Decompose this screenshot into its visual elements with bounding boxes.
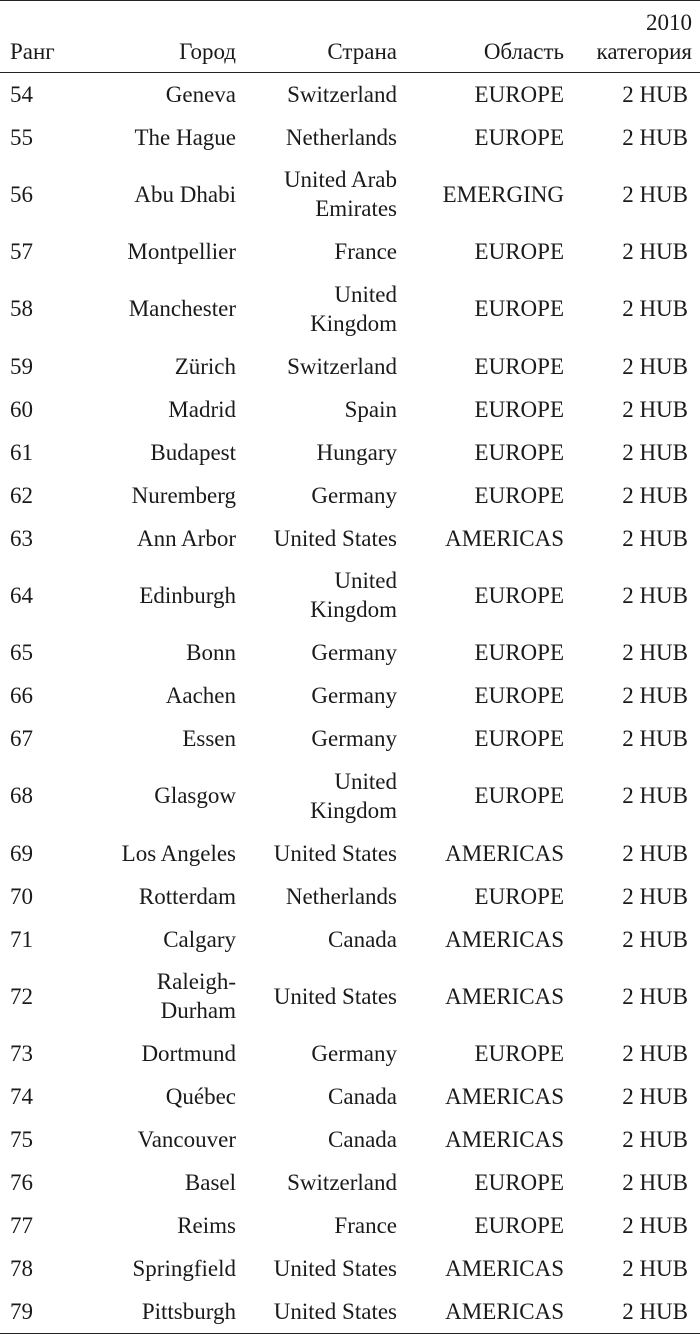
table-row [0,1075,700,1118]
table-row [0,116,700,159]
cell-region: EUROPE [474,439,564,465]
cell-city: Edinburgh [139,582,236,608]
cell-rank: 63 [10,525,33,551]
cell-rank: 76 [10,1170,33,1195]
cell-country: Switzerland [287,353,397,379]
cell-rank: 79 [10,1298,33,1324]
header-rank: Ранг [10,39,55,64]
cell-country: Canada [328,926,397,952]
cell-category: 2 HUB [622,1298,688,1324]
cell-city: Rotterdam [138,883,236,909]
cell-country: United States [273,1298,397,1324]
cell-country: United States [273,525,397,551]
cell-category: 2 HUB [622,1127,688,1152]
table-row [0,918,700,961]
cell-category: 2 HUB [622,1170,688,1195]
cell-city: Calgary [163,926,236,952]
cell-rank: 64 [10,582,33,608]
cell-city: Aachen [165,683,236,708]
table-row [0,1118,700,1161]
table-row [0,717,700,760]
cell-city: Ann Arbor [136,525,236,551]
cell-city: Vancouver [137,1127,236,1152]
cell-rank: 73 [10,1041,33,1066]
cell-region: EUROPE [474,1041,564,1066]
table-row [0,875,700,918]
table-row [0,73,700,116]
cell-city: Dortmund [141,1041,236,1066]
cell-country: Germany [311,683,397,708]
cell-city: Budapest [150,439,236,465]
cell-rank: 60 [10,396,33,422]
cell-city: Springfield [132,1256,236,1281]
table-row [0,273,700,345]
table-header [0,1,700,73]
cell-rank: 65 [10,640,33,665]
cell-region: AMERICAS [445,840,564,866]
cell-region: EUROPE [474,296,564,322]
cell-country: Germany [311,482,397,508]
cell-country: Switzerland [287,1170,397,1195]
cell-category: 2 HUB [622,396,688,422]
header-row [0,1,700,73]
table-row [0,345,700,388]
cell-city: Geneva [165,81,236,107]
cell-region: EUROPE [474,482,564,508]
table-row [0,1204,700,1247]
cell-country: United Kingdom [310,281,397,336]
cell-category: 2 HUB [622,840,688,866]
cell-rank: 68 [10,783,33,809]
cell-country: Germany [311,640,397,665]
cell-rank: 57 [10,239,33,264]
cell-rank: 61 [10,439,33,465]
cell-city: Madrid [168,396,236,422]
cell-country: United States [273,840,397,866]
cell-city: Montpellier [127,239,236,264]
cell-rank: 75 [10,1127,33,1152]
cell-region: EUROPE [474,783,564,809]
cell-region: EUROPE [474,683,564,708]
table-row [0,1032,700,1075]
cell-city: Québec [165,1084,236,1109]
cell-region: EUROPE [474,1213,564,1238]
cell-region: EUROPE [474,396,564,422]
cell-category: 2 HUB [622,683,688,708]
cell-category: 2 HUB [622,726,688,751]
table-row [0,1161,700,1204]
cell-category: 2 HUB [622,81,688,107]
cell-rank: 66 [10,683,33,708]
table-row [0,1247,700,1290]
cell-rank: 77 [10,1213,33,1238]
cell-category: 2 HUB [622,1213,688,1238]
cell-rank: 67 [10,726,33,751]
cell-category: 2 HUB [622,582,688,608]
table-row [0,832,700,875]
cell-category: 2 HUB [622,883,688,909]
cell-category: 2 HUB [622,525,688,551]
cell-city: Raleigh- Durham [156,969,236,1024]
cell-region: EUROPE [474,640,564,665]
cell-category: 2 HUB [622,1041,688,1066]
cell-region: EMERGING [442,181,564,207]
cell-city: Reims [177,1213,236,1238]
table-row [0,159,700,231]
cell-category: 2 HUB [622,783,688,809]
cell-country: Netherlands [285,883,397,909]
cell-region: EUROPE [474,239,564,264]
cell-region: AMERICAS [445,1084,564,1109]
table-row [0,230,700,273]
header-region: Область [483,39,564,64]
cell-city: Essen [182,726,236,751]
table-row [0,388,700,431]
cell-city: Glasgow [154,783,236,809]
cell-region: AMERICAS [445,983,564,1009]
table-body [0,73,700,1334]
cell-country: United Kingdom [310,568,397,623]
table-row [0,431,700,474]
cell-category: 2 HUB [622,239,688,264]
cell-region: AMERICAS [445,1256,564,1281]
cell-category: 2 HUB [622,1084,688,1109]
cell-category: 2 HUB [622,181,688,207]
cell-region: AMERICAS [445,1127,564,1152]
cell-category: 2 HUB [622,926,688,952]
cell-rank: 71 [10,926,33,952]
cell-rank: 55 [10,124,33,150]
cell-rank: 54 [10,81,33,107]
cell-country: Spain [344,396,397,422]
cell-country: Switzerland [287,81,397,107]
cell-region: AMERICAS [445,1298,564,1324]
cell-category: 2 HUB [622,482,688,508]
cell-country: United Arab Emirates [283,167,397,222]
table-row [0,961,700,1033]
cell-category: 2 HUB [622,296,688,322]
table-row [0,474,700,517]
cell-rank: 62 [10,482,33,508]
cell-city: Manchester [128,296,236,322]
cell-country: France [334,1213,397,1238]
cell-country: France [334,239,397,264]
cell-city: Nuremberg [131,482,236,508]
cell-region: EUROPE [474,1170,564,1195]
cell-country: Canada [328,1127,397,1152]
cell-country: United States [273,1256,397,1281]
cell-country: Hungary [316,439,397,465]
table-row [0,560,700,632]
table-row [0,760,700,832]
cell-rank: 74 [10,1084,33,1109]
cell-region: EUROPE [474,81,564,107]
cell-city: Zürich [174,353,236,379]
cell-region: EUROPE [474,353,564,379]
cell-rank: 72 [10,983,33,1009]
cell-country: Netherlands [285,124,397,150]
cell-country: United Kingdom [310,768,397,823]
cell-city: Pittsburgh [141,1298,236,1324]
table-row [0,674,700,717]
cell-rank: 70 [10,883,33,909]
cell-region: AMERICAS [445,926,564,952]
cell-city: Abu Dhabi [134,181,236,207]
header-country: Страна [327,39,397,64]
cell-region: EUROPE [474,582,564,608]
cell-category: 2 HUB [622,439,688,465]
cell-category: 2 HUB [622,640,688,665]
cell-rank: 59 [10,353,33,379]
cell-city: Basel [184,1170,236,1195]
cell-category: 2 HUB [622,353,688,379]
cell-city: The Hague [134,124,236,150]
cell-country: Canada [328,1084,397,1109]
cell-city: Bonn [186,640,236,665]
cell-rank: 56 [10,181,33,207]
header-category: 2010 категория [596,10,692,64]
cell-country: United States [273,983,397,1009]
cell-category: 2 HUB [622,1256,688,1281]
cell-rank: 58 [10,296,33,322]
header-city: Город [179,39,236,64]
cell-region: AMERICAS [445,525,564,551]
cell-region: EUROPE [474,124,564,150]
cell-rank: 78 [10,1256,33,1281]
cell-region: EUROPE [474,883,564,909]
table-row [0,517,700,560]
cell-category: 2 HUB [622,124,688,150]
cell-region: EUROPE [474,726,564,751]
cell-country: Germany [311,1041,397,1066]
cell-city: Los Angeles [121,840,236,866]
cell-country: Germany [311,726,397,751]
cell-category: 2 HUB [622,983,688,1009]
table-row [0,631,700,674]
cell-rank: 69 [10,840,33,866]
